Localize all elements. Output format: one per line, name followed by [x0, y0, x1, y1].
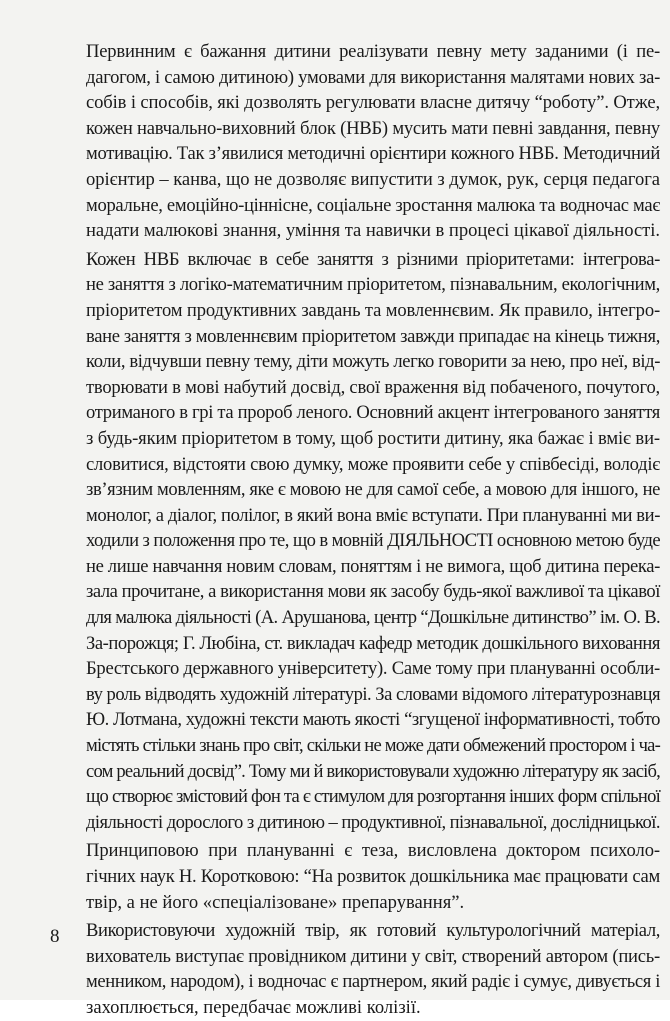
text-line: Ю. Лотмана, художні тексти мають якості “згущеної інформативності, тобто: [86, 709, 660, 731]
text-line: За-порожця; Г. Любіна, ст. викладач кафедр методик дошкільного виховання: [86, 632, 660, 654]
text-line: дагогом, і самою дитиною) умовами для використання малятами нових за-: [86, 66, 660, 88]
text-line: надати малюкові знання, уміння та навички в процесі цікавої діяльності.: [86, 220, 661, 242]
text-line: коли, відчувши певну тему, діти можуть легко говорити за нею, про неї, від-: [86, 351, 661, 373]
text-line: отриманого в грі та пророб леного. Основний акцент інтегрованого заняття: [86, 402, 660, 424]
text-line: мотивацію. Так з’явилися методичні орієнтири кожного НВБ. Методичний: [86, 143, 660, 165]
text-line: ване заняття з мовленнєвим пріоритетом завжди припадає на кінець тижня,: [86, 325, 661, 347]
text-line: вихователь виступає провідником дитини у світ, створений автором (пись-: [86, 945, 661, 967]
text-line: містять стільки знань про світ, скільки не може дати обмежений простором і ча-: [86, 735, 661, 757]
paragraph-4: [50, 918, 660, 1020]
page-number: 8: [50, 926, 60, 947]
text-line: Кожен НВБ включає в себе заняття з різними пріоритетами: інтегрова-: [86, 248, 660, 270]
text-line: кожен навчально-виховний блок (НВБ) мусить мати певні завдання, певну: [86, 117, 660, 139]
text-line: Брестського державного університету). Саме тому при плануванні особли-: [86, 658, 660, 680]
text-line: творювати в мові набутий досвід, свої враження від побаченого, почутого,: [86, 376, 660, 398]
text-line: з будь-яким пріоритетом в тому, щоб ростити дитину, яка бажає і вміє ви-: [86, 427, 660, 449]
text-line: сом реальний досвід”. Тому ми й використовували художню літературу як засіб,: [86, 760, 661, 782]
text-line: монолог, а діалог, полілог, в який вона вміє вступати. При плануванні ми ви-: [86, 504, 661, 526]
text-line: твір, а не його «спеціалізоване» препарування”.: [86, 891, 465, 913]
paragraph-2: [50, 247, 660, 836]
text-line: не лише навчання новим словам, поняттям і не вимога, щоб дитина перека-: [86, 555, 661, 577]
body-text: [50, 39, 660, 1021]
text-line: менником, народом), і водночас є партнером, який радіє і сумує, дивується і: [86, 971, 660, 993]
text-line: зв’язним мовленням, яке є мовою не для самої себе, а мовою для іншого, не: [86, 479, 660, 501]
text-line: пріоритетом продуктивних завдань та мовленнєвим. Як правило, інтегро-: [86, 299, 661, 321]
text-line: гічних наук Н. Коротковою: “На розвиток дошкільника має працювати сам: [86, 866, 661, 887]
text-line: словитися, відстояти свою думку, може проявити себе у співбесіді, володіє: [86, 453, 661, 475]
text-line: для малюка діяльності (А. Арушанова, центр “Дошкільне дитинство” ім. О. В.: [86, 607, 660, 629]
text-line: моральне, емоційно-ціннісне, соціальне зростання малюка та водночас має: [86, 194, 660, 216]
text-line: не заняття з логіко-математичним пріоритетом, пізнавальним, екологічним,: [86, 274, 660, 296]
paragraph-3: [50, 838, 660, 915]
text-line: ву роль відводять художній літературі. За словами відомого літературознавця: [86, 683, 660, 705]
text-line: захоплюється, передбачає можливі колізії.: [86, 996, 421, 1018]
paragraph-1: [50, 39, 660, 244]
text-line: орієнтир – канва, що не дозволяє випустити з думок, рук, серця педагога: [86, 168, 660, 190]
text-line: діяльності дорослого з дитиною – продуктивної, пізнавальної, дослідницької.: [86, 811, 660, 833]
text-line: Принциповою при плануванні є теза, висловлена доктором психоло-: [86, 840, 660, 862]
text-line: що створює змістовий фон та є стимулом для розгортання інших форм спільної: [86, 786, 660, 808]
text-line: собів і способів, які дозволять регулювати власне дитячу “роботу”. Отже,: [86, 92, 660, 114]
text-line: Первинним є бажання дитини реалізувати певну мету заданими (і пе-: [86, 41, 660, 62]
text-line: Використовуючи художній твір, як готовий культурологічний матеріал,: [86, 920, 660, 942]
text-line: зала прочитане, а використання мови як засобу будь-якої важливої та цікавої: [86, 581, 660, 603]
text-line: ходили з положення про те, що в мовній ДІЯЛЬНОСТІ основною метою буде: [86, 530, 660, 552]
